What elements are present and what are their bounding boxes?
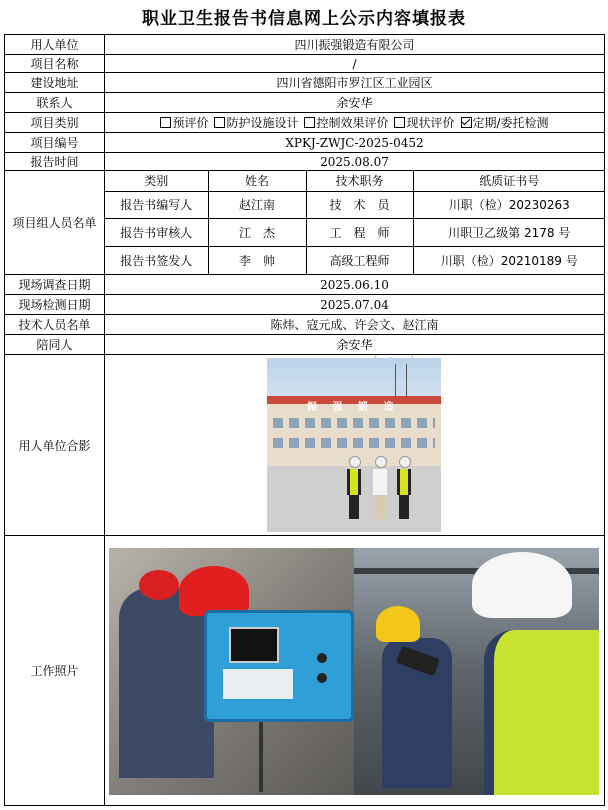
work-photo-label: 工作照片	[5, 536, 105, 806]
survey-date-value: 2025.06.10	[105, 275, 605, 295]
factory-sign-text: 振 强 锻 造	[307, 402, 400, 413]
category-option-pre-eval	[160, 116, 208, 130]
checkbox-icon	[160, 117, 171, 128]
team-title: 技 术 员	[306, 191, 413, 219]
group-photo-image	[267, 358, 441, 532]
employer-value: 四川振强锻造有限公司	[105, 35, 605, 55]
report-time-label: 报告时间	[5, 153, 105, 171]
row-detect-date	[5, 295, 605, 315]
team-header-title: 技术职务	[306, 171, 413, 191]
row-contact	[5, 93, 605, 113]
team-row	[105, 247, 605, 274]
work-photo-cell	[105, 536, 605, 806]
team-role: 报告书编写人	[105, 191, 208, 219]
checked-checkbox-icon	[461, 117, 472, 128]
category-option-label: 现状评价	[406, 116, 455, 130]
team-cert: 川职卫乙级第 2178 号	[413, 219, 605, 247]
tech-staff-value: 陈炜、寇元成、许会文、赵江南	[105, 315, 605, 335]
team-cert: 川职（检）20210189 号	[413, 247, 605, 274]
work-photo-measuring	[354, 548, 599, 795]
group-photo-cell	[105, 355, 605, 536]
companion-value: 余安华	[105, 335, 605, 355]
detect-date-label: 现场检测日期	[5, 295, 105, 315]
team-header-name: 姓名	[208, 171, 306, 191]
row-category	[5, 113, 605, 133]
contact-value: 余安华	[105, 93, 605, 113]
team-table-cell	[105, 171, 605, 275]
checkbox-icon	[394, 117, 405, 128]
row-companion	[5, 335, 605, 355]
team-name: 赵江南	[208, 191, 306, 219]
address-value: 四川省德阳市罗江区工业园区	[105, 73, 605, 93]
category-option-control-eval	[304, 116, 388, 130]
category-option-periodic-detection	[461, 116, 549, 130]
checkbox-icon	[214, 117, 225, 128]
row-tech-staff	[5, 315, 605, 335]
category-option-label: 控制效果评价	[316, 116, 389, 130]
contact-label: 联系人	[5, 93, 105, 113]
work-photo-sampling	[109, 548, 354, 795]
project-no-value: XPKJ-ZWJC-2025-0452	[105, 133, 605, 153]
category-option-protection-design	[214, 116, 298, 130]
row-group-photo	[5, 355, 605, 536]
row-employer	[5, 35, 605, 55]
team-name: 李 帅	[208, 247, 306, 274]
team-cert: 川职（检）20230263	[413, 191, 605, 219]
row-project-name	[5, 55, 605, 73]
checkbox-icon	[304, 117, 315, 128]
team-row	[105, 219, 605, 247]
category-option-status-eval	[394, 116, 454, 130]
category-label: 项目类别	[5, 113, 105, 133]
page-title: 职业卫生报告书信息网上公示内容填报表	[142, 9, 466, 29]
row-survey-date	[5, 275, 605, 295]
row-work-photo	[5, 536, 605, 806]
group-photo-label: 用人单位合影	[5, 355, 105, 536]
team-title: 高级工程师	[306, 247, 413, 274]
team-header-row	[105, 171, 605, 191]
report-form-table	[4, 34, 605, 806]
survey-date-label: 现场调查日期	[5, 275, 105, 295]
detect-date-value: 2025.07.04	[105, 295, 605, 315]
team-label: 项目组人员名单	[5, 171, 105, 275]
team-role: 报告书签发人	[105, 247, 208, 274]
category-option-label: 预评价	[172, 116, 209, 130]
report-time-value: 2025.08.07	[105, 153, 605, 171]
team-name: 江 杰	[208, 219, 306, 247]
project-no-label: 项目编号	[5, 133, 105, 153]
row-address	[5, 73, 605, 93]
team-title: 工 程 师	[306, 219, 413, 247]
project-name-value: /	[105, 55, 605, 73]
team-table	[105, 171, 605, 274]
row-report-time	[5, 153, 605, 171]
tech-staff-label: 技术人员名单	[5, 315, 105, 335]
team-header-cert: 纸质证书号	[413, 171, 605, 191]
category-option-label: 定期/委托检测	[472, 116, 549, 130]
team-header-role: 类别	[105, 171, 208, 191]
category-option-label: 防护设施设计	[226, 116, 299, 130]
category-options	[105, 113, 605, 133]
team-role: 报告书审核人	[105, 219, 208, 247]
address-label: 建设地址	[5, 73, 105, 93]
project-name-label: 项目名称	[5, 55, 105, 73]
employer-label: 用人单位	[5, 35, 105, 55]
row-team	[5, 171, 605, 275]
team-row	[105, 191, 605, 219]
companion-label: 陪同人	[5, 335, 105, 355]
row-project-no	[5, 133, 605, 153]
